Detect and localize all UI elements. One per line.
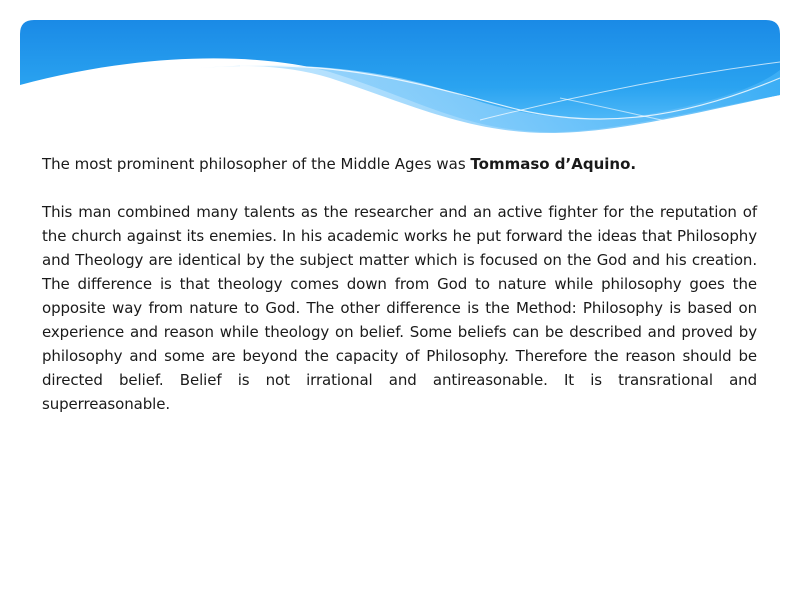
slide-content <box>42 152 757 416</box>
header-wave-banner <box>0 0 800 150</box>
intro-prefix: The most prominent philosopher of the Middle Ages was <box>42 155 471 173</box>
intro-line <box>42 152 757 176</box>
body-paragraph: This man combined many talents as the researcher and an active fighter for the reputation of the church against its enemies. In his academic works he put forward the ideas that Philosophy and Theology are identical by the subject matter which is focused on the God and his creation. The difference is that theology comes down from God to nature while philosophy goes the opposite way from nature to God. The other difference is the Method: Philosophy is based on experience and reason while theology on belief. Some beliefs can be described and proved by philosophy and some are beyond the capacity of Philosophy. Therefore the reason should be directed belief. Belief is not irrational and antireasonable. It is transrational and superreasonable. <box>42 203 757 413</box>
philosopher-name: Tommaso d’Aquino. <box>470 155 637 173</box>
